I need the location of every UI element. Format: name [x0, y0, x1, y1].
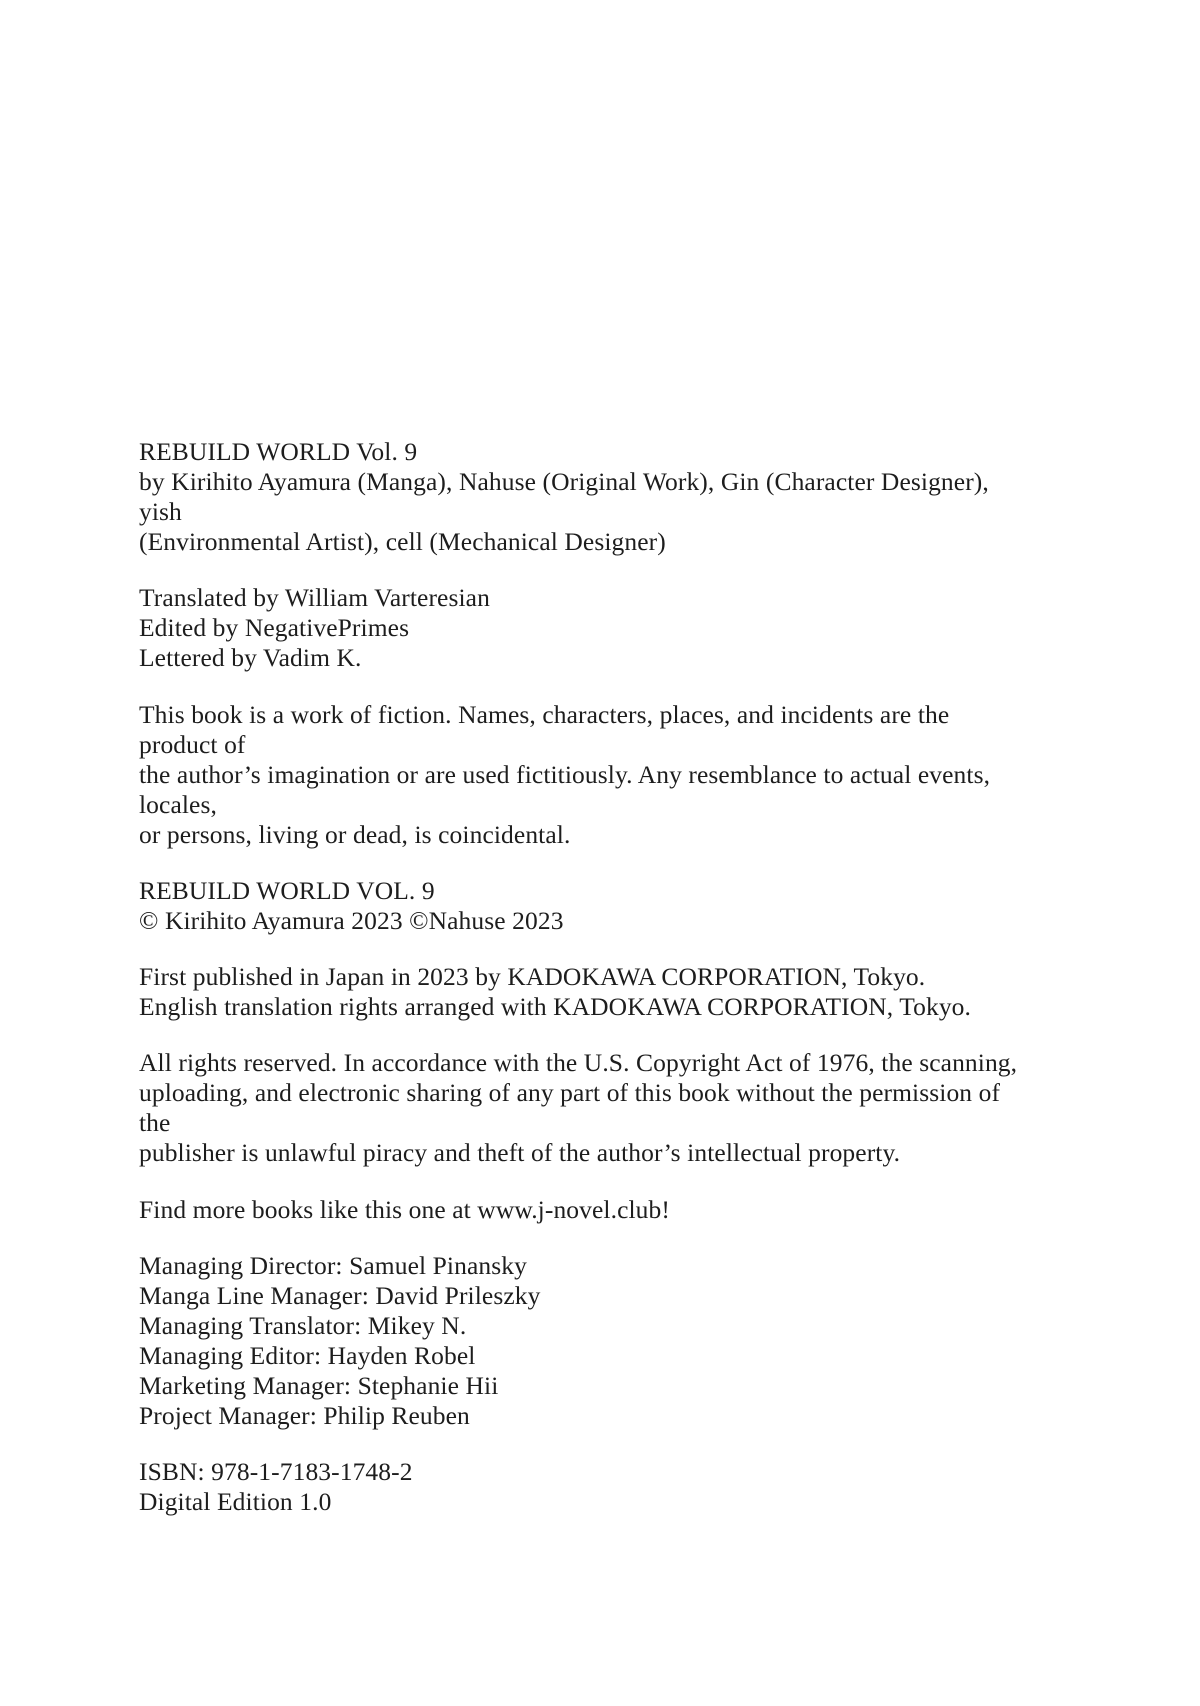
title-credits-paragraph	[139, 437, 1029, 557]
rights-line-1: All rights reserved. In accordance with the U.S. Copyright Act of 1976, the scanning,	[139, 1048, 1018, 1078]
staff-credit-marketing-manager: Marketing Manager: Stephanie Hii	[139, 1370, 499, 1400]
creator-credits-line-1: by Kirihito Ayamura (Manga), Nahuse (Original Work), Gin (Character Designer), yish	[139, 467, 989, 527]
digital-edition-line: Digital Edition 1.0	[139, 1487, 332, 1517]
promo-line: Find more books like this one at www.j-novel.club!	[139, 1194, 670, 1224]
all-rights-reserved-paragraph	[139, 1048, 1029, 1168]
company-staff-paragraph	[139, 1251, 1029, 1431]
promo-paragraph	[139, 1195, 1029, 1225]
rights-line-3: publisher is unlawful piracy and theft of the author’s intellectual property.	[139, 1138, 901, 1168]
staff-credit-managing-editor: Managing Editor: Hayden Robel	[139, 1340, 476, 1370]
letterer-credit: Lettered by Vadim K.	[139, 643, 362, 673]
translator-credit: Translated by William Varteresian	[139, 583, 490, 613]
copyright-title: REBUILD WORLD VOL. 9	[139, 875, 435, 905]
staff-credit-project-manager: Project Manager: Philip Reuben	[139, 1401, 470, 1431]
copyright-notice: © Kirihito Ayamura 2023 ©Nahuse 2023	[139, 906, 564, 936]
disclaimer-line-2: the author’s imagination or are used fictitiously. Any resemblance to actual events, locales,	[139, 759, 991, 819]
publication-rights-paragraph	[139, 962, 1029, 1022]
isbn-line: ISBN: 978-1-7183-1748-2	[139, 1457, 413, 1487]
copyright-notice-paragraph	[139, 876, 1029, 936]
translation-rights-line: English translation rights arranged with KADOKAWA CORPORATION, Tokyo.	[139, 992, 972, 1022]
edition-paragraph	[139, 1457, 1029, 1517]
staff-credit-managing-director: Managing Director: Samuel Pinansky	[139, 1250, 527, 1280]
production-staff-paragraph	[139, 583, 1029, 673]
rights-line-2: uploading, and electronic sharing of any part of this book without the permission of the	[139, 1078, 1001, 1138]
creator-credits-line-2: (Environmental Artist), cell (Mechanical Designer)	[139, 527, 666, 557]
original-publication-line: First published in Japan in 2023 by KADOKAWA CORPORATION, Tokyo.	[139, 962, 926, 992]
staff-credit-manga-line-manager: Manga Line Manager: David Prileszky	[139, 1280, 541, 1310]
disclaimer-line-3: or persons, living or dead, is coincidental.	[139, 819, 571, 849]
colophon-text-block	[139, 437, 1029, 1517]
disclaimer-line-1: This book is a work of fiction. Names, characters, places, and incidents are the product of	[139, 699, 950, 759]
fiction-disclaimer-paragraph	[139, 700, 1029, 850]
staff-credit-managing-translator: Managing Translator: Mikey N.	[139, 1310, 467, 1340]
book-title: REBUILD WORLD Vol. 9	[139, 437, 418, 466]
editor-credit: Edited by NegativePrimes	[139, 613, 410, 643]
